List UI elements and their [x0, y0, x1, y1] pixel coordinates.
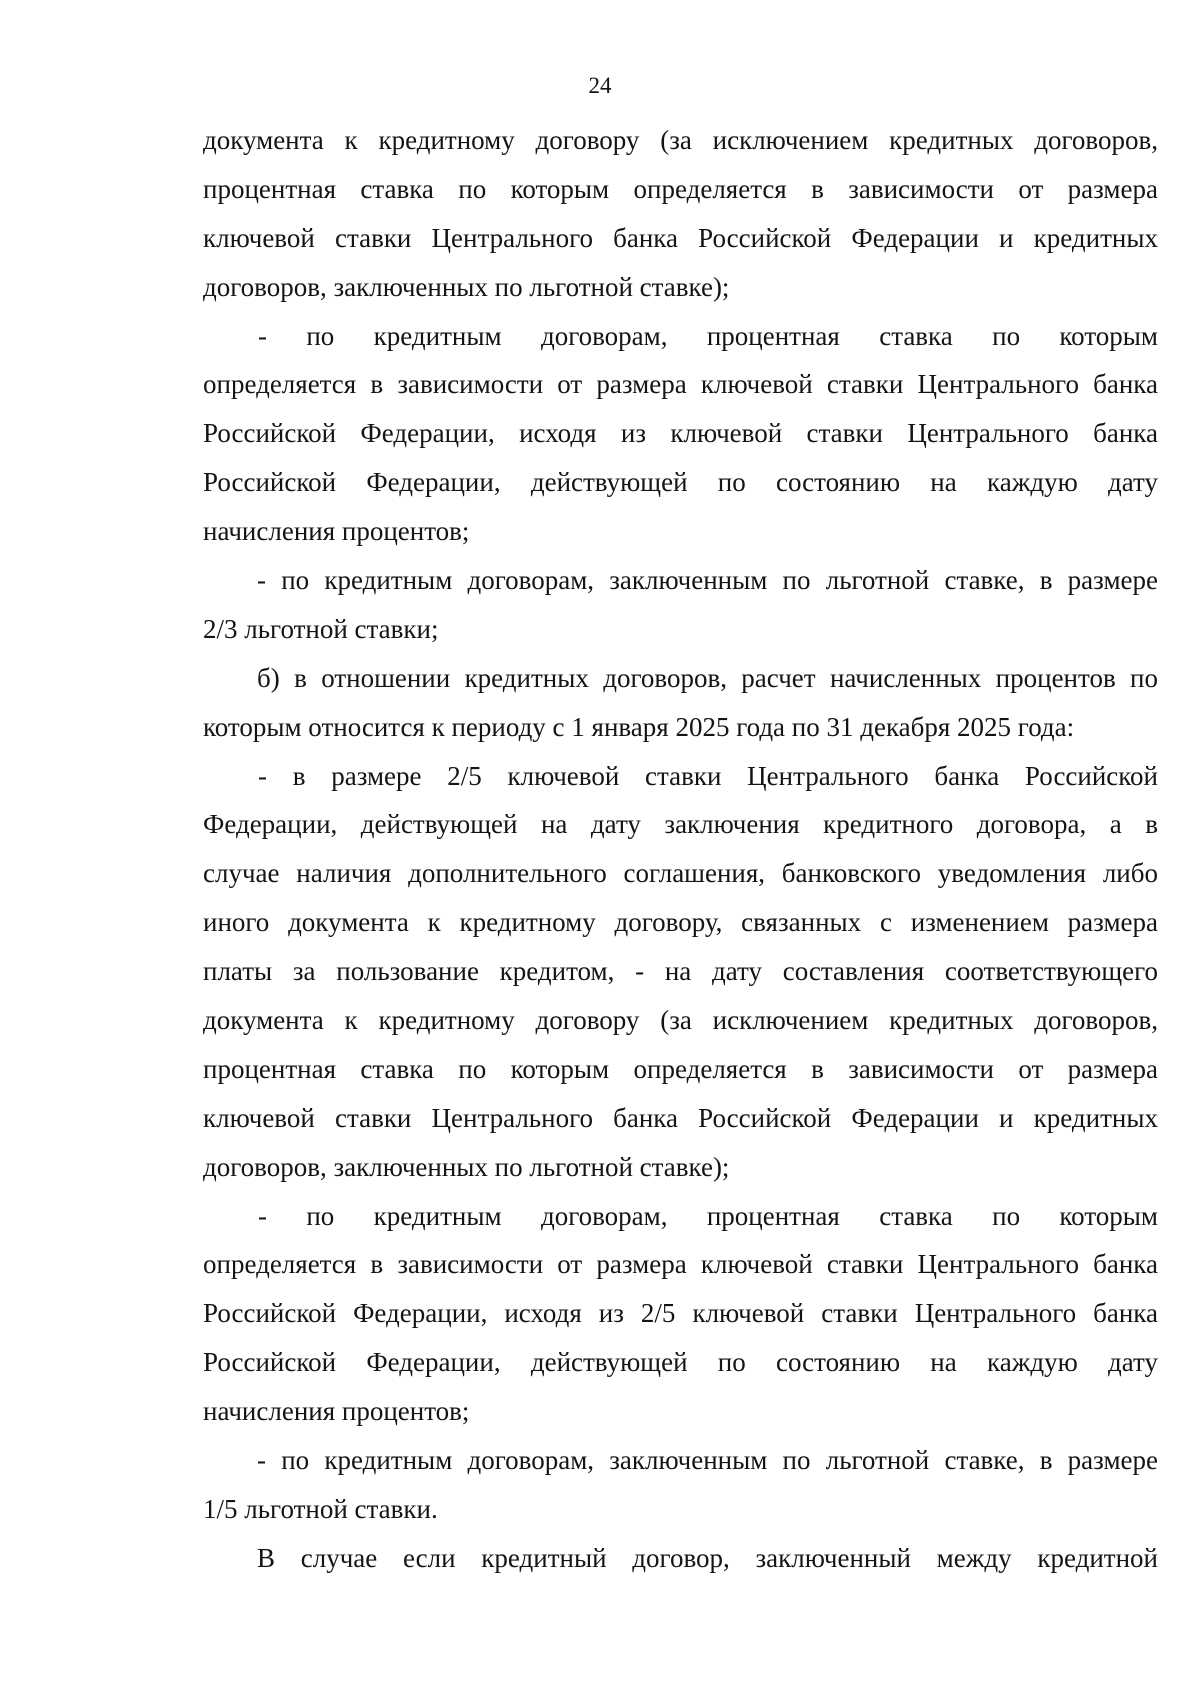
text-line: Российской Федерации, исходя из 2/5 ключевой ставки Центрального банка [203, 1298, 1158, 1329]
text-line: документа к кредитному договору (за исключением кредитных договоров, [203, 125, 1158, 155]
text-line: 1/5 льготной ставки. [203, 1493, 438, 1524]
text-line: - по кредитным договорам, процентная ставка по которым [258, 320, 1158, 351]
text-line: иного документа к кредитному договору, связанных с изменением размера [203, 907, 1158, 938]
page-number: 24 [588, 73, 612, 98]
text-line: договоров, заключенных по льготной ставке); [203, 1151, 730, 1182]
text-line: Российской Федерации, действующей по состоянию на каждую дату [203, 467, 1158, 498]
text-line: Российской Федерации, действующей по состоянию на каждую дату [203, 1347, 1158, 1378]
text-line: 2/3 льготной ставки; [203, 613, 439, 644]
text-line: Федерации, действующей на дату заключения кредитного договора, а в [203, 809, 1158, 840]
text-line: определяется в зависимости от размера ключевой ставки Центрального банка [203, 1249, 1158, 1280]
text-line: процентная ставка по которым определяется в зависимости от размера [203, 173, 1158, 204]
text-line: - в размере 2/5 ключевой ставки Центрального банка Российской [258, 760, 1158, 791]
text-line: - по кредитным договорам, заключенным по льготной ставке, в размере [257, 565, 1158, 596]
text-line: начисления процентов; [203, 516, 470, 547]
text-line: - по кредитным договорам, заключенным по льготной ставке, в размере [257, 1445, 1158, 1476]
text-line: случае наличия дополнительного соглашения, банковского уведомления либо [203, 858, 1158, 889]
text-line: начисления процентов; [203, 1396, 470, 1427]
text-line: ключевой ставки Центрального банка Российской Федерации и кредитных [203, 1102, 1158, 1133]
text-line: ключевой ставки Центрального банка Российской Федерации и кредитных [203, 222, 1158, 253]
text-line: Российской Федерации, исходя из ключевой ставки Центрального банка [203, 418, 1158, 449]
text-line: договоров, заключенных по льготной ставке); [203, 271, 730, 302]
text-line: документа к кредитному договору (за исключением кредитных договоров, [203, 1005, 1158, 1036]
text-line: - по кредитным договорам, процентная ставка по которым [258, 1200, 1158, 1231]
text-line: В случае если кредитный договор, заключенный между кредитной [257, 1542, 1158, 1573]
text-line: платы за пользование кредитом, - на дату составления соответствующего [203, 956, 1158, 987]
text-line: определяется в зависимости от размера ключевой ставки Центрального банка [203, 369, 1158, 400]
document-body [203, 125, 1158, 1592]
text-line: б) в отношении кредитных договоров, расчет начисленных процентов по [257, 662, 1158, 693]
text-line: процентная ставка по которым определяется в зависимости от размера [203, 1053, 1158, 1084]
text-line: которым относится к периоду с 1 января 2025 года по 31 декабря 2025 года: [203, 711, 1075, 742]
